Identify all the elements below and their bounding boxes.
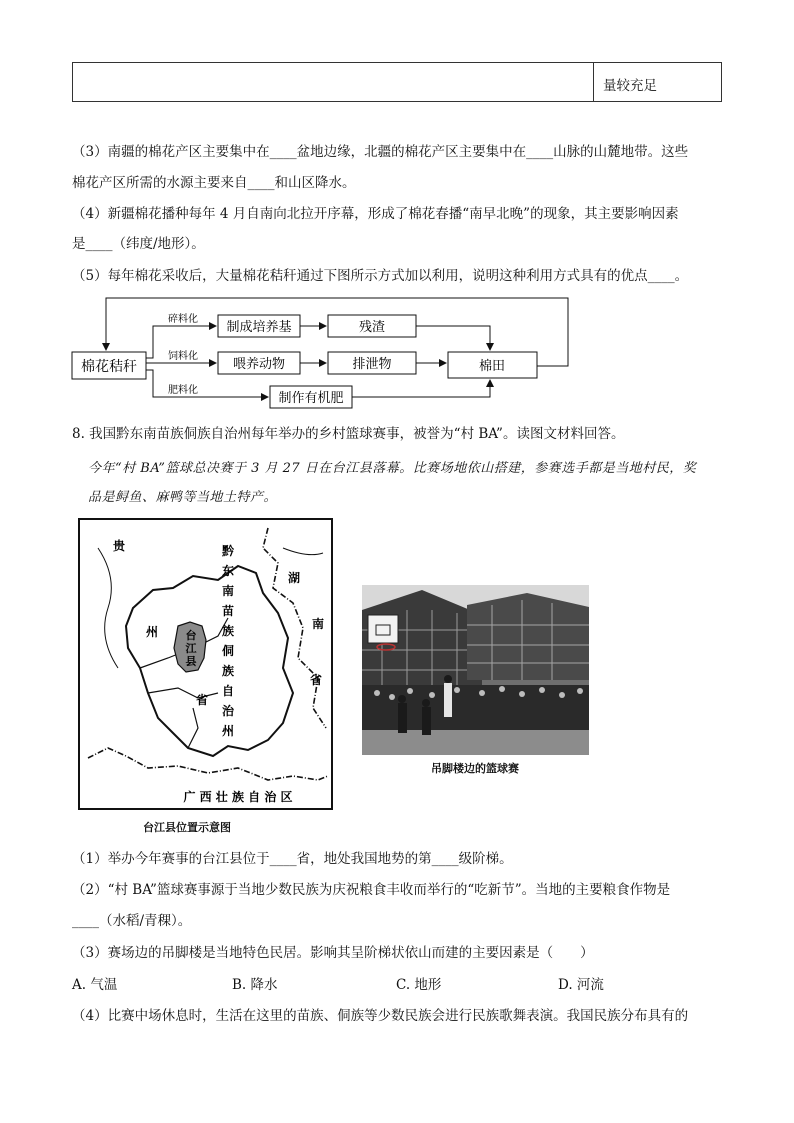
label-feiliao: 肥料化 bbox=[168, 385, 198, 396]
svg-text:南: 南 bbox=[221, 584, 235, 598]
straw-utilization-flowchart bbox=[60, 290, 590, 415]
table-fragment bbox=[72, 62, 722, 102]
q8-option-a: A. 气温 bbox=[72, 977, 118, 993]
county-char-1: 台 bbox=[185, 629, 197, 642]
q8-intro: 8. 我国黔东南苗族侗族自治州每年举办的乡村篮球赛事，被誉为“村 BA”。读图文材料回答。 bbox=[72, 426, 625, 442]
box-culture-medium-label: 制成培养基 bbox=[226, 320, 292, 335]
label-sheng: 省 bbox=[196, 693, 209, 707]
q8-part1: （1）举办今年赛事的台江县位于____省，地处我国地势的第____级阶梯。 bbox=[72, 851, 513, 867]
photo-building-right bbox=[467, 593, 589, 680]
q7-part4-line2: 是____（纬度/地形）。 bbox=[72, 236, 205, 252]
label-zhou: 州 bbox=[146, 625, 159, 639]
basketball-photo bbox=[362, 585, 589, 755]
q7-part4-line1: （4）新疆棉花播种每年 4 月自南向北拉开序幕，形成了棉花春播“南早北晚”的现象，其主要影响因素 bbox=[72, 206, 679, 222]
svg-text:族: 族 bbox=[221, 664, 235, 678]
label-sheng2: 省 bbox=[310, 673, 323, 687]
q8-part2-line2: ____（水稻/青稞）。 bbox=[72, 913, 192, 929]
q8-option-b: B. 降水 bbox=[232, 977, 278, 993]
table-cell-right: 量较充足 bbox=[603, 78, 657, 94]
table-divider bbox=[593, 63, 594, 101]
box-cotton-field-label: 棉田 bbox=[478, 359, 506, 374]
photo-backboard bbox=[368, 615, 398, 643]
q8-option-c: C. 地形 bbox=[396, 977, 442, 993]
q8-part2-line1: （2）“村 BA”篮球赛事源于当地少数民族为庆祝粮食丰收而举行的“吃新节”。当地的主要粮食作物是 bbox=[72, 882, 671, 898]
photo-court bbox=[362, 730, 589, 755]
svg-text:黔: 黔 bbox=[221, 544, 235, 558]
svg-text:州: 州 bbox=[221, 724, 235, 738]
svg-text:东: 东 bbox=[221, 564, 235, 578]
svg-text:族: 族 bbox=[221, 624, 235, 638]
taijiang-location-map bbox=[78, 518, 333, 810]
label-hu: 湖 bbox=[288, 571, 301, 585]
svg-text:苗: 苗 bbox=[221, 604, 235, 618]
box-organic-fertilizer-label: 制作有机肥 bbox=[278, 391, 344, 406]
arrow-c-field bbox=[352, 380, 490, 397]
source-box-label: 棉花秸秆 bbox=[81, 359, 137, 375]
q8-material-line2: 品是鲟鱼、麻鸭等当地土特产。 bbox=[88, 490, 278, 505]
label-suiliao: 碎料化 bbox=[168, 314, 198, 325]
photo-caption: 吊脚楼边的篮球赛 bbox=[431, 762, 519, 775]
county-char-3: 县 bbox=[185, 655, 197, 668]
label-nan: 南 bbox=[312, 617, 325, 631]
svg-text:侗: 侗 bbox=[221, 644, 235, 658]
label-siliao: 饲料化 bbox=[168, 351, 198, 362]
svg-text:自: 自 bbox=[221, 684, 235, 698]
arrow-a-field bbox=[416, 326, 490, 350]
q8-part3: （3）赛场边的吊脚楼是当地特色民居。影响其呈阶梯状依山而建的主要因素是（ ） bbox=[72, 945, 594, 961]
county-char-2: 江 bbox=[185, 642, 197, 655]
q8-part4: （4）比赛中场休息时，生活在这里的苗族、侗族等少数民族会进行民族歌舞表演。我国民族分布具有的 bbox=[72, 1008, 689, 1024]
q8-option-d: D. 河流 bbox=[558, 977, 604, 993]
photo-crowd bbox=[362, 685, 589, 730]
box-residue-label: 残渣 bbox=[358, 320, 386, 335]
q7-part5-line1: （5）每年棉花采收后，大量棉花秸秆通过下图所示方式加以利用，说明这种利用方式具有的优点____。 bbox=[72, 268, 689, 284]
label-guangxi: 广 西 壮 族 自 治 区 bbox=[183, 790, 293, 804]
q7-part3-line1: （3）南疆的棉花产区主要集中在____盆地边缘，北疆的棉花产区主要集中在____山脉的山麓地带。这些 bbox=[72, 144, 689, 160]
q7-part3-line2: 棉花产区所需的水源主要来自____和山区降水。 bbox=[72, 175, 356, 191]
q8-material-line1: 今年“村 BA”篮球总决赛于 3 月 27 日在台江县落幕。比赛场地依山搭建，参赛选手都是当地村民，奖 bbox=[88, 461, 697, 476]
svg-text:治: 治 bbox=[221, 704, 235, 718]
map-caption: 台江县位置示意图 bbox=[143, 821, 231, 834]
box-feed-animals-label: 喂养动物 bbox=[232, 357, 286, 372]
box-excrement-label: 排泄物 bbox=[352, 357, 392, 372]
label-gui: 贵 bbox=[113, 539, 126, 553]
